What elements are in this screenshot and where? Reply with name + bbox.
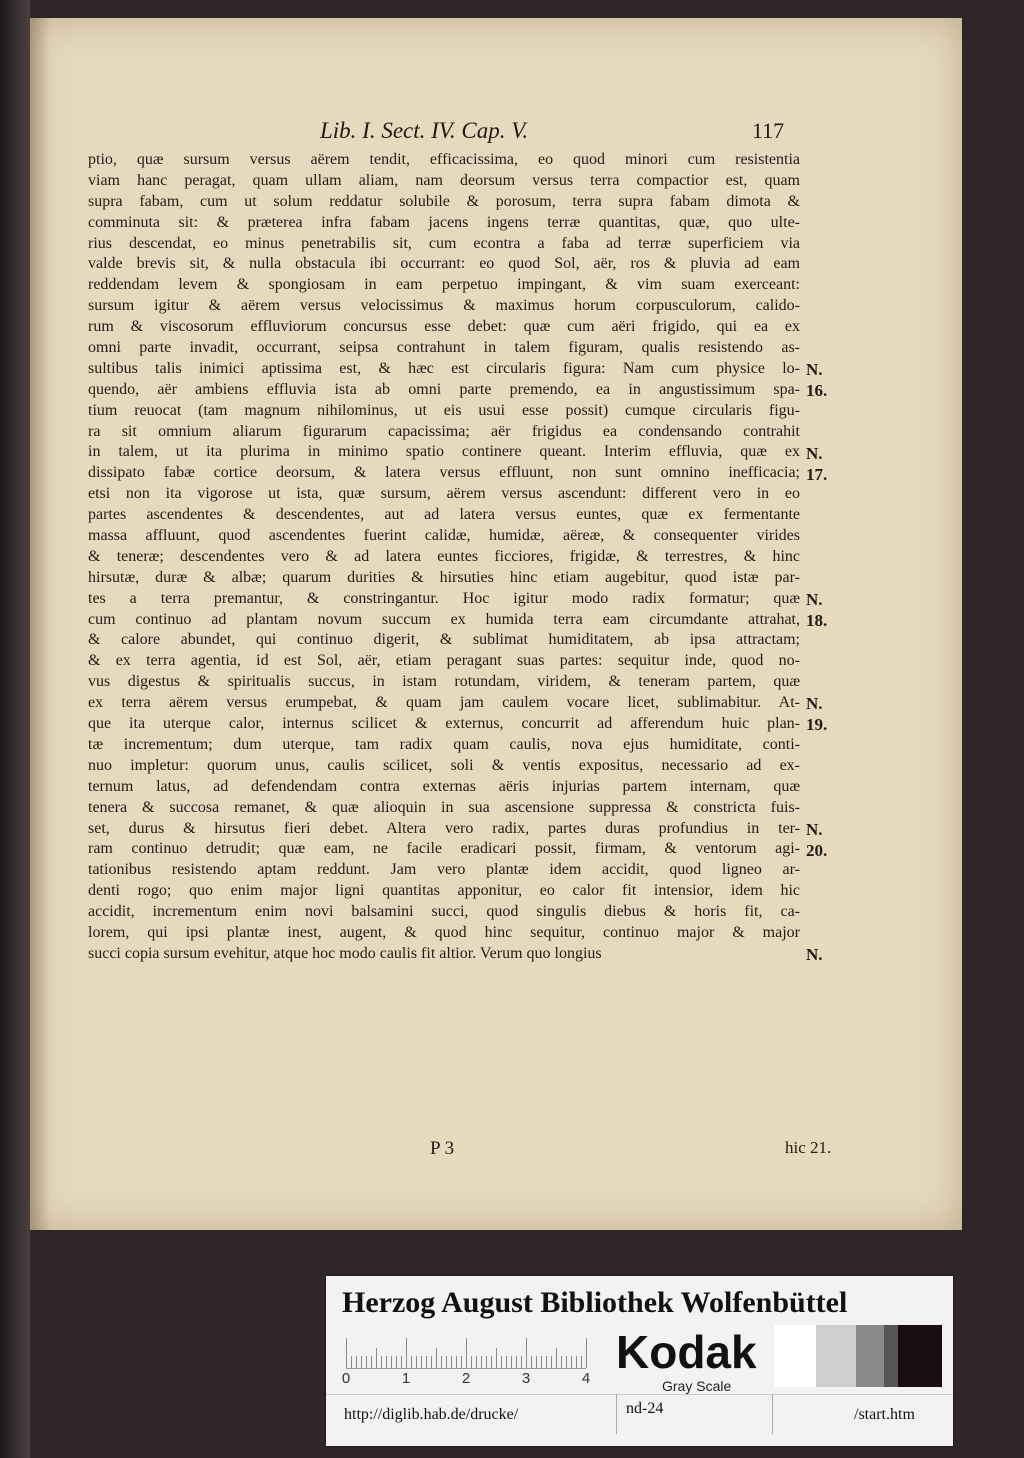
page-number: 117 [752,118,785,143]
gray-swatch [816,1325,856,1387]
ruler-tick [586,1338,587,1368]
gray-swatch [884,1325,898,1387]
ruler-number: 1 [401,1370,411,1387]
ruler-tick [361,1356,362,1368]
ruler-number: 0 [341,1370,351,1387]
text-line: ram continuo detrudit; quæ eam, ne facile eradicari possit, firmam, & ventorum agi- [88,840,800,858]
ruler-tick [486,1356,487,1368]
ruler-tick [466,1338,467,1368]
url-suffix: /start.htm [854,1406,915,1423]
text-line: & teneræ; descendentes vero & ad latera euntes ficciores, frigidæ, & terrestres, & hinc [88,547,800,565]
ruler-tick [551,1356,552,1368]
ruler-number: 4 [581,1370,591,1387]
ruler-number: 3 [521,1370,531,1387]
margin-note: N. [806,360,823,379]
ruler-tick [386,1356,387,1368]
margin-note: 20. [806,840,828,860]
ruler-tick [521,1356,522,1368]
color-target-card [326,1276,953,1446]
text-line: nuo impletur: quorum unus, caulis scilicet, soli & ventis expositus, necessario ad ex- [88,756,800,774]
text-line: omni parte invadit, occurrant, seipsa contrahunt in talem figuram, qualis resistendo as- [88,339,800,357]
text-line: tationibus resistendo aptam reddunt. Jam vero plantæ idem accidit, quod ligneo ar- [88,861,800,879]
text-line: ex terra aërem versus erumpebat, & quam jam caulem vocare licet, sublimabitur. At- [88,694,800,712]
running-head: Lib. I. Sect. IV. Cap. V. [320,118,529,143]
margin-note: 17. [806,464,828,484]
text-line: massa affluunt, quod ascendentes fuerint calidæ, humidæ, aëreæ, & consequenter virides [88,527,800,545]
margin-note: 18. [806,610,828,630]
ruler-tick [496,1348,497,1368]
ruler-tick [506,1356,507,1368]
margin-note: 19. [806,715,828,735]
catchword: hic 21. [785,1138,832,1157]
margin-note: N. [806,694,823,714]
ruler-tick [511,1356,512,1368]
text-line: reddendam levem & spongiosam in eam perpetuo impingant, & vim suam exerceant: [88,276,800,294]
ruler-tick [571,1356,572,1368]
gray-swatch [856,1325,884,1387]
margin-note: N. [806,443,823,463]
text-line: accidit, incrementum enim novi balsamini succi, quod singulis diebus & horis fit, ca- [88,903,800,921]
ruler-tick [546,1356,547,1368]
margin-note: N. [806,945,823,965]
ruler-tick [461,1356,462,1368]
ruler-tick [451,1356,452,1368]
ruler-tick [576,1356,577,1368]
ruler-tick [516,1356,517,1368]
text-line: ptio, quæ sursum versus aërem tendit, efficacissima, eo quod minori cum resistentia [88,151,800,168]
text-line: rius descendat, eo minus penetrabilis sit, cum econtra a faba ad terræ superficiem via [88,234,800,252]
text-line: hirsutæ, duræ & albæ; quarum durities & hirsuties hinc etiam augebitur, quod istæ par- [88,568,800,586]
ruler-tick [366,1356,367,1368]
ruler-tick [456,1356,457,1368]
text-line: etsi non ita vigorose ut ista, quæ sursum, aërem versus ascendunt: different vero in eo [88,485,800,503]
ruler-tick [416,1356,417,1368]
ruler-tick [381,1356,382,1368]
text-line: dissipato fabæ cortice deorsum, & latera versus effluunt, non sunt omnino inefficacia; [88,464,800,482]
ruler-tick [501,1356,502,1368]
text-line: cum continuo ad plantam novum succum ex humida terra eam circumdante attrahat, [88,610,800,628]
signature-mark: P 3 [430,1138,455,1159]
ruler-tick [531,1356,532,1368]
ruler-tick [396,1356,397,1368]
ruler-tick [536,1356,537,1368]
ruler-tick [526,1338,527,1368]
ruler-tick [411,1356,412,1368]
ruler-tick [426,1356,427,1368]
ruler-tick [371,1356,372,1368]
ruler-tick [436,1348,437,1368]
text-line: partes ascendentes & descendentes, aut ad latera versus euntes, quæ ex fermentante [88,506,800,524]
text-line: ternum latus, ad defendendam contra externas aëris injurias partem internam, quæ [88,777,800,795]
margin-note: 16. [806,380,828,400]
ruler-tick [441,1356,442,1368]
gutter-shadow [30,18,50,1230]
text-line: & calore abundet, qui continuo digerit, & sublimat humiditatem, ab ipsa attractam; [88,631,800,649]
text-line: valde brevis sit, & nulla obstacula ibi occurrant: eo quod Sol, aër, ros & pluvia ad eam [88,255,800,273]
ruler-tick [476,1356,477,1368]
gray-scale-label: Gray Scale [662,1378,732,1394]
card-divider-left [616,1394,617,1434]
card-divider-right [772,1394,773,1434]
text-line: quendo, aër ambiens effluvia ista ab omni parte premendo, ea in angustissimum spa- [88,380,800,398]
ruler-tick [431,1356,432,1368]
body-text [88,150,800,965]
text-line: sultibus talis inimici aptissima est, & hæc est circularis figura: Nam cum physice lo- [88,359,800,377]
text-line: in talem, ut ita plurima in minimo spatio continere queant. Interim effluvia, quæ ex [88,443,800,461]
text-line: & ex terra agentia, id est Sol, aër, etiam peragant suas partes: sequitur inde, quod no- [88,652,800,670]
card-divider [326,1394,953,1395]
text-line: rum & viscosorum effluviorum concursus esse debet: quæ cum aëri frigido, qui ea ex [88,318,800,336]
shelf-code: nd-24 [626,1400,664,1417]
text-line: tes a terra premantur, & constringantur. Hoc igitur modo radix formatur; quæ [88,589,800,607]
ruler-tick [346,1338,347,1368]
text-line: tenera & succosa remanet, & quæ alioquin in sua ascensione suppressa & constricta fuis- [88,798,800,816]
kodak-logo: Kodak [616,1326,757,1378]
text-line: tium reuocat (tam magnum nihilominus, ut eis usui esse possit) cumque circularis figu- [88,401,800,419]
ruler-tick [391,1356,392,1368]
text-line: succi copia sursum evehitur, atque hoc modo caulis fit altior. Verum quo longius [88,944,602,962]
text-line: lorem, qui ipsi plantæ inest, augent, & quod hinc sequitur, continuo major & major [88,923,800,941]
text-line: tæ incrementum; dum uterque, tam radix quam caulis, nova ejus humiditate, conti- [88,735,800,753]
text-line: set, durus & hirsutus fieri debet. Altera vero radix, partes duras profundius in ter- [88,819,800,837]
text-line: que ita uterque calor, internus scilicet & externus, concurrit ad afferendum huic plan- [88,715,800,733]
ruler-tick [446,1356,447,1368]
text-line: ra sit omnium aliarum figurarum capacissima; aër frigidus ea condensando contrahit [88,422,800,440]
scale-ruler [346,1338,586,1369]
text-line: supra fabam, cum ut solum reddatur solubile & porosum, terra supra fabam dimota & [88,192,800,210]
scan-edge [0,0,30,1458]
ruler-tick [351,1356,352,1368]
text-line: comminuta sit: & præterea infra fabam jacens ingens terræ quantitas, quæ, quo ulte- [88,213,800,231]
library-name: Herzog August Bibliothek Wolfenbüttel [342,1286,848,1319]
url-base: http://diglib.hab.de/drucke/ [344,1406,519,1423]
ruler-tick [556,1348,557,1368]
ruler-tick [481,1356,482,1368]
ruler-tick [561,1356,562,1368]
gray-swatch [774,1325,816,1387]
ruler-tick [566,1356,567,1368]
text-line: vus digestus & spiritualis succus, in istam rotundam, viridem, & teneram partem, quæ [88,673,800,691]
ruler-tick [376,1348,377,1368]
ruler-tick [541,1356,542,1368]
margin-note: N. [806,589,823,609]
ruler-tick [471,1356,472,1368]
ruler-number: 2 [461,1370,471,1387]
ruler-tick [491,1356,492,1368]
ruler-tick [401,1356,402,1368]
ruler-tick [581,1356,582,1368]
text-line: sursum igitur & aërem versus velocissimus & maximus horum corpusculorum, calido- [88,297,800,315]
gray-swatch [898,1325,942,1387]
ruler-tick [421,1356,422,1368]
ruler-tick [356,1356,357,1368]
margin-note: N. [806,819,823,839]
ruler-tick [406,1338,407,1368]
text-line: viam hanc peragat, quam ullam aliam, nam deorsum versus terra compactior est, quam [88,171,800,189]
text-line: denti rogo; quo enim major ligni quantitas apponitur, eo calor fit intensior, idem hic [88,882,800,900]
